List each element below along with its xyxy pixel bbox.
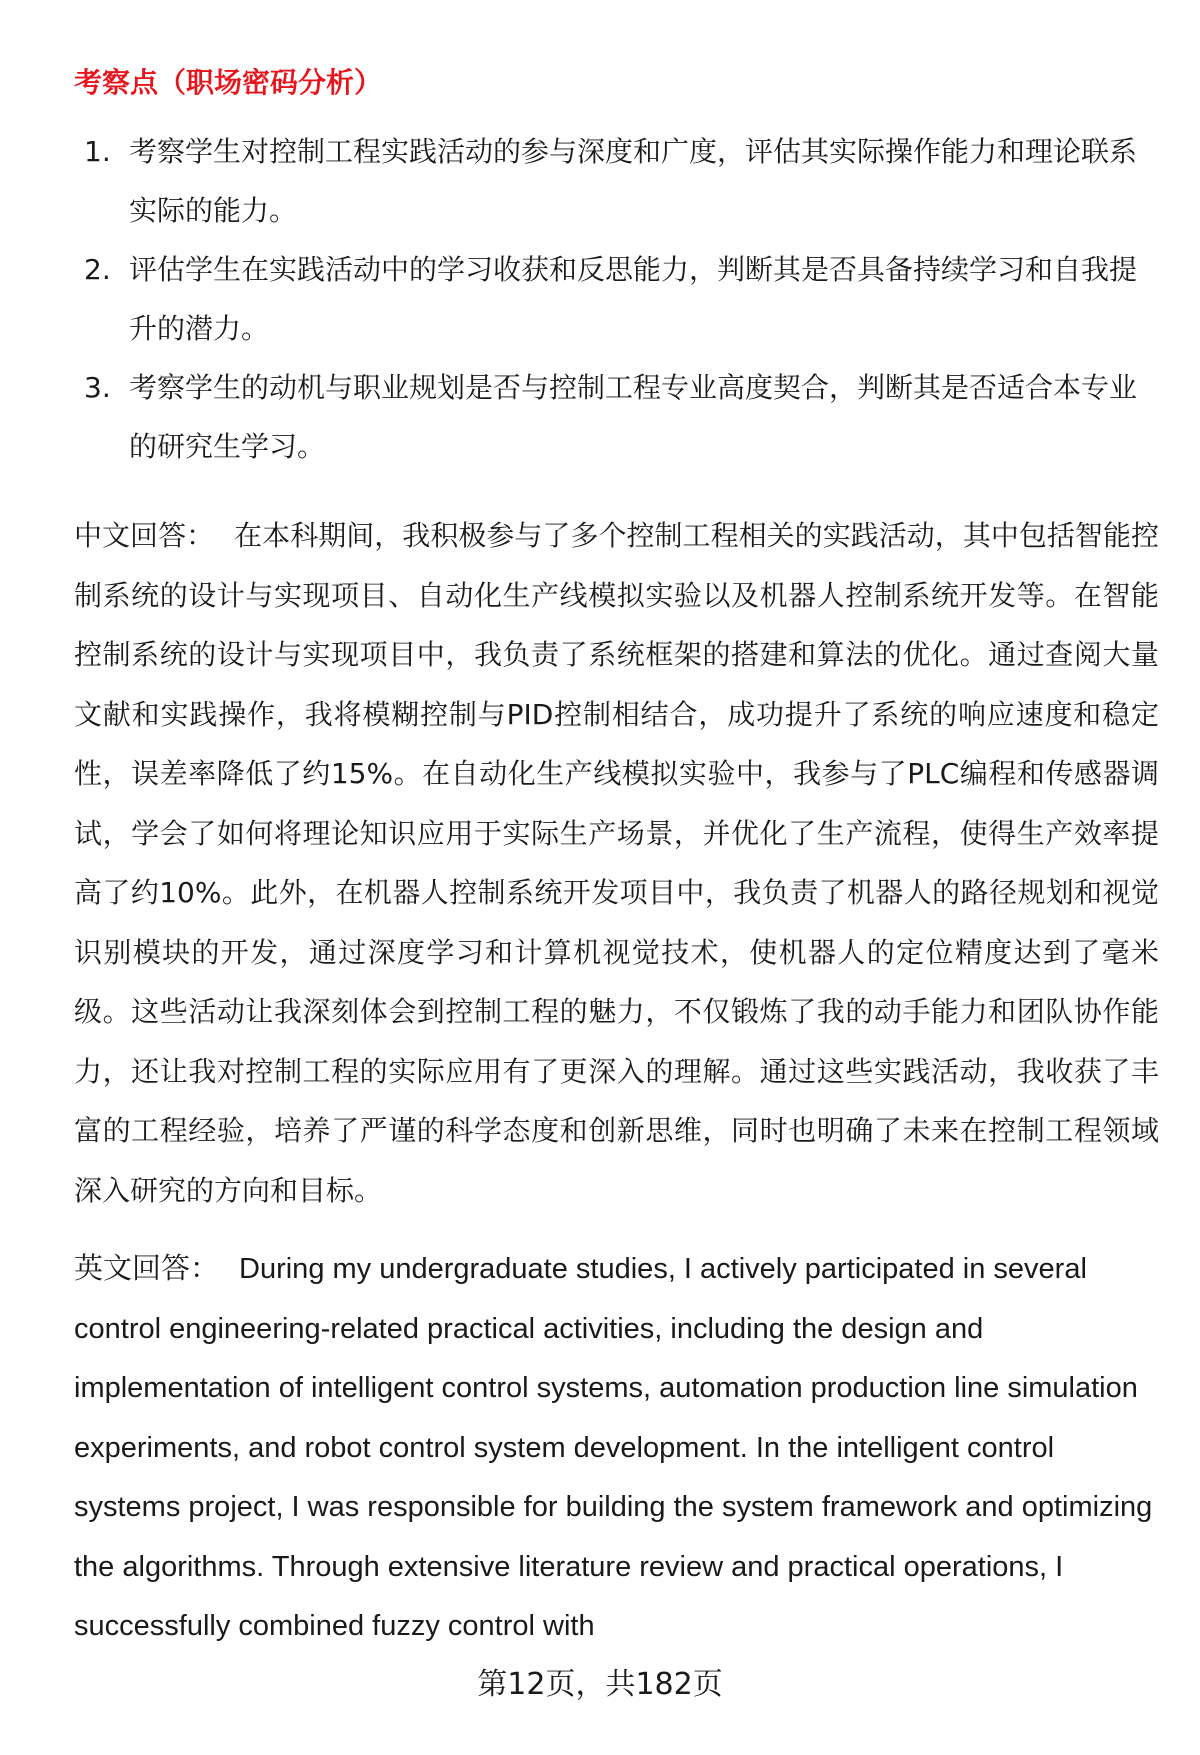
english-answer-label: 英文回答： [74, 1253, 220, 1285]
list-number: 3. [84, 371, 111, 404]
points-list [74, 122, 1159, 476]
list-item [74, 240, 1159, 358]
list-number: 1. [84, 135, 111, 168]
list-item [74, 122, 1159, 240]
list-text: 考察学生的动机与职业规划是否与控制工程专业高度契合，判断其是否适合本专业的研究生学习。 [129, 371, 1138, 463]
list-number: 2. [84, 253, 111, 286]
english-answer [74, 1240, 1159, 1657]
list-text: 评估学生在实践活动中的学习收获和反思能力，判断其是否具备持续学习和自我提升的潜力。 [129, 253, 1138, 345]
list-text: 考察学生对控制工程实践活动的参与深度和广度，评估其实际操作能力和理论联系实际的能力。 [129, 135, 1138, 227]
chinese-answer-text: 在本科期间，我积极参与了多个控制工程相关的实践活动，其中包括智能控制系统的设计与实现项目、自动化生产线模拟实验以及机器人控制系统开发等。在智能控制系统的设计与实现项目中，我负责了系统框架的搭建和算法的优化。通过查阅大量文献和实践操作，我将模糊控制与PID控制相结合，成功提升了系统的响应速度和稳定性，误差率降低了约15%。在自动化生产线模拟实验中，我参与了PLC编程和传感器调试，学会了如何将理论知识应用于实际生产场景，并优化了生产流程，使得生产效率提高了约10%。此外，在机器人控制系统开发项目中，我负责了机器人的路径规划和视觉识别模块的开发，通过深度学习和计算机视觉技术，使机器人的定位精度达到了毫米级。这些活动让我深刻体会到控制工程的魅力，不仅锻炼了我的动手能力和团队协作能力，还让我对控制工程的实际应用有了更深入的理解。通过这些实践活动，我收获了丰富的工程经验，培养了严谨的科学态度和创新思维，同时也明确了未来在控制工程领域深入研究的方向和目标。 [74, 519, 1159, 1207]
chinese-answer [74, 506, 1159, 1220]
chinese-answer-label: 中文回答： [74, 519, 215, 552]
page-content [74, 58, 1159, 1677]
english-answer-text: During my undergraduate studies, I actively participated in several control engineering-related practical activities, including the design and implementation of intelligent control systems, automation production line simulation experiments, and robot control system development. In the intelligent control systems project, I was responsible for building the system framework and optimizing the algorithms. Through extensive literature review and practical operations, I successfully combined fuzzy control with [74, 1253, 1153, 1642]
list-item [74, 358, 1159, 476]
page-footer: 第12页，共182页 [477, 1667, 723, 1702]
section-title: 考察点（职场密码分析） [74, 66, 383, 99]
